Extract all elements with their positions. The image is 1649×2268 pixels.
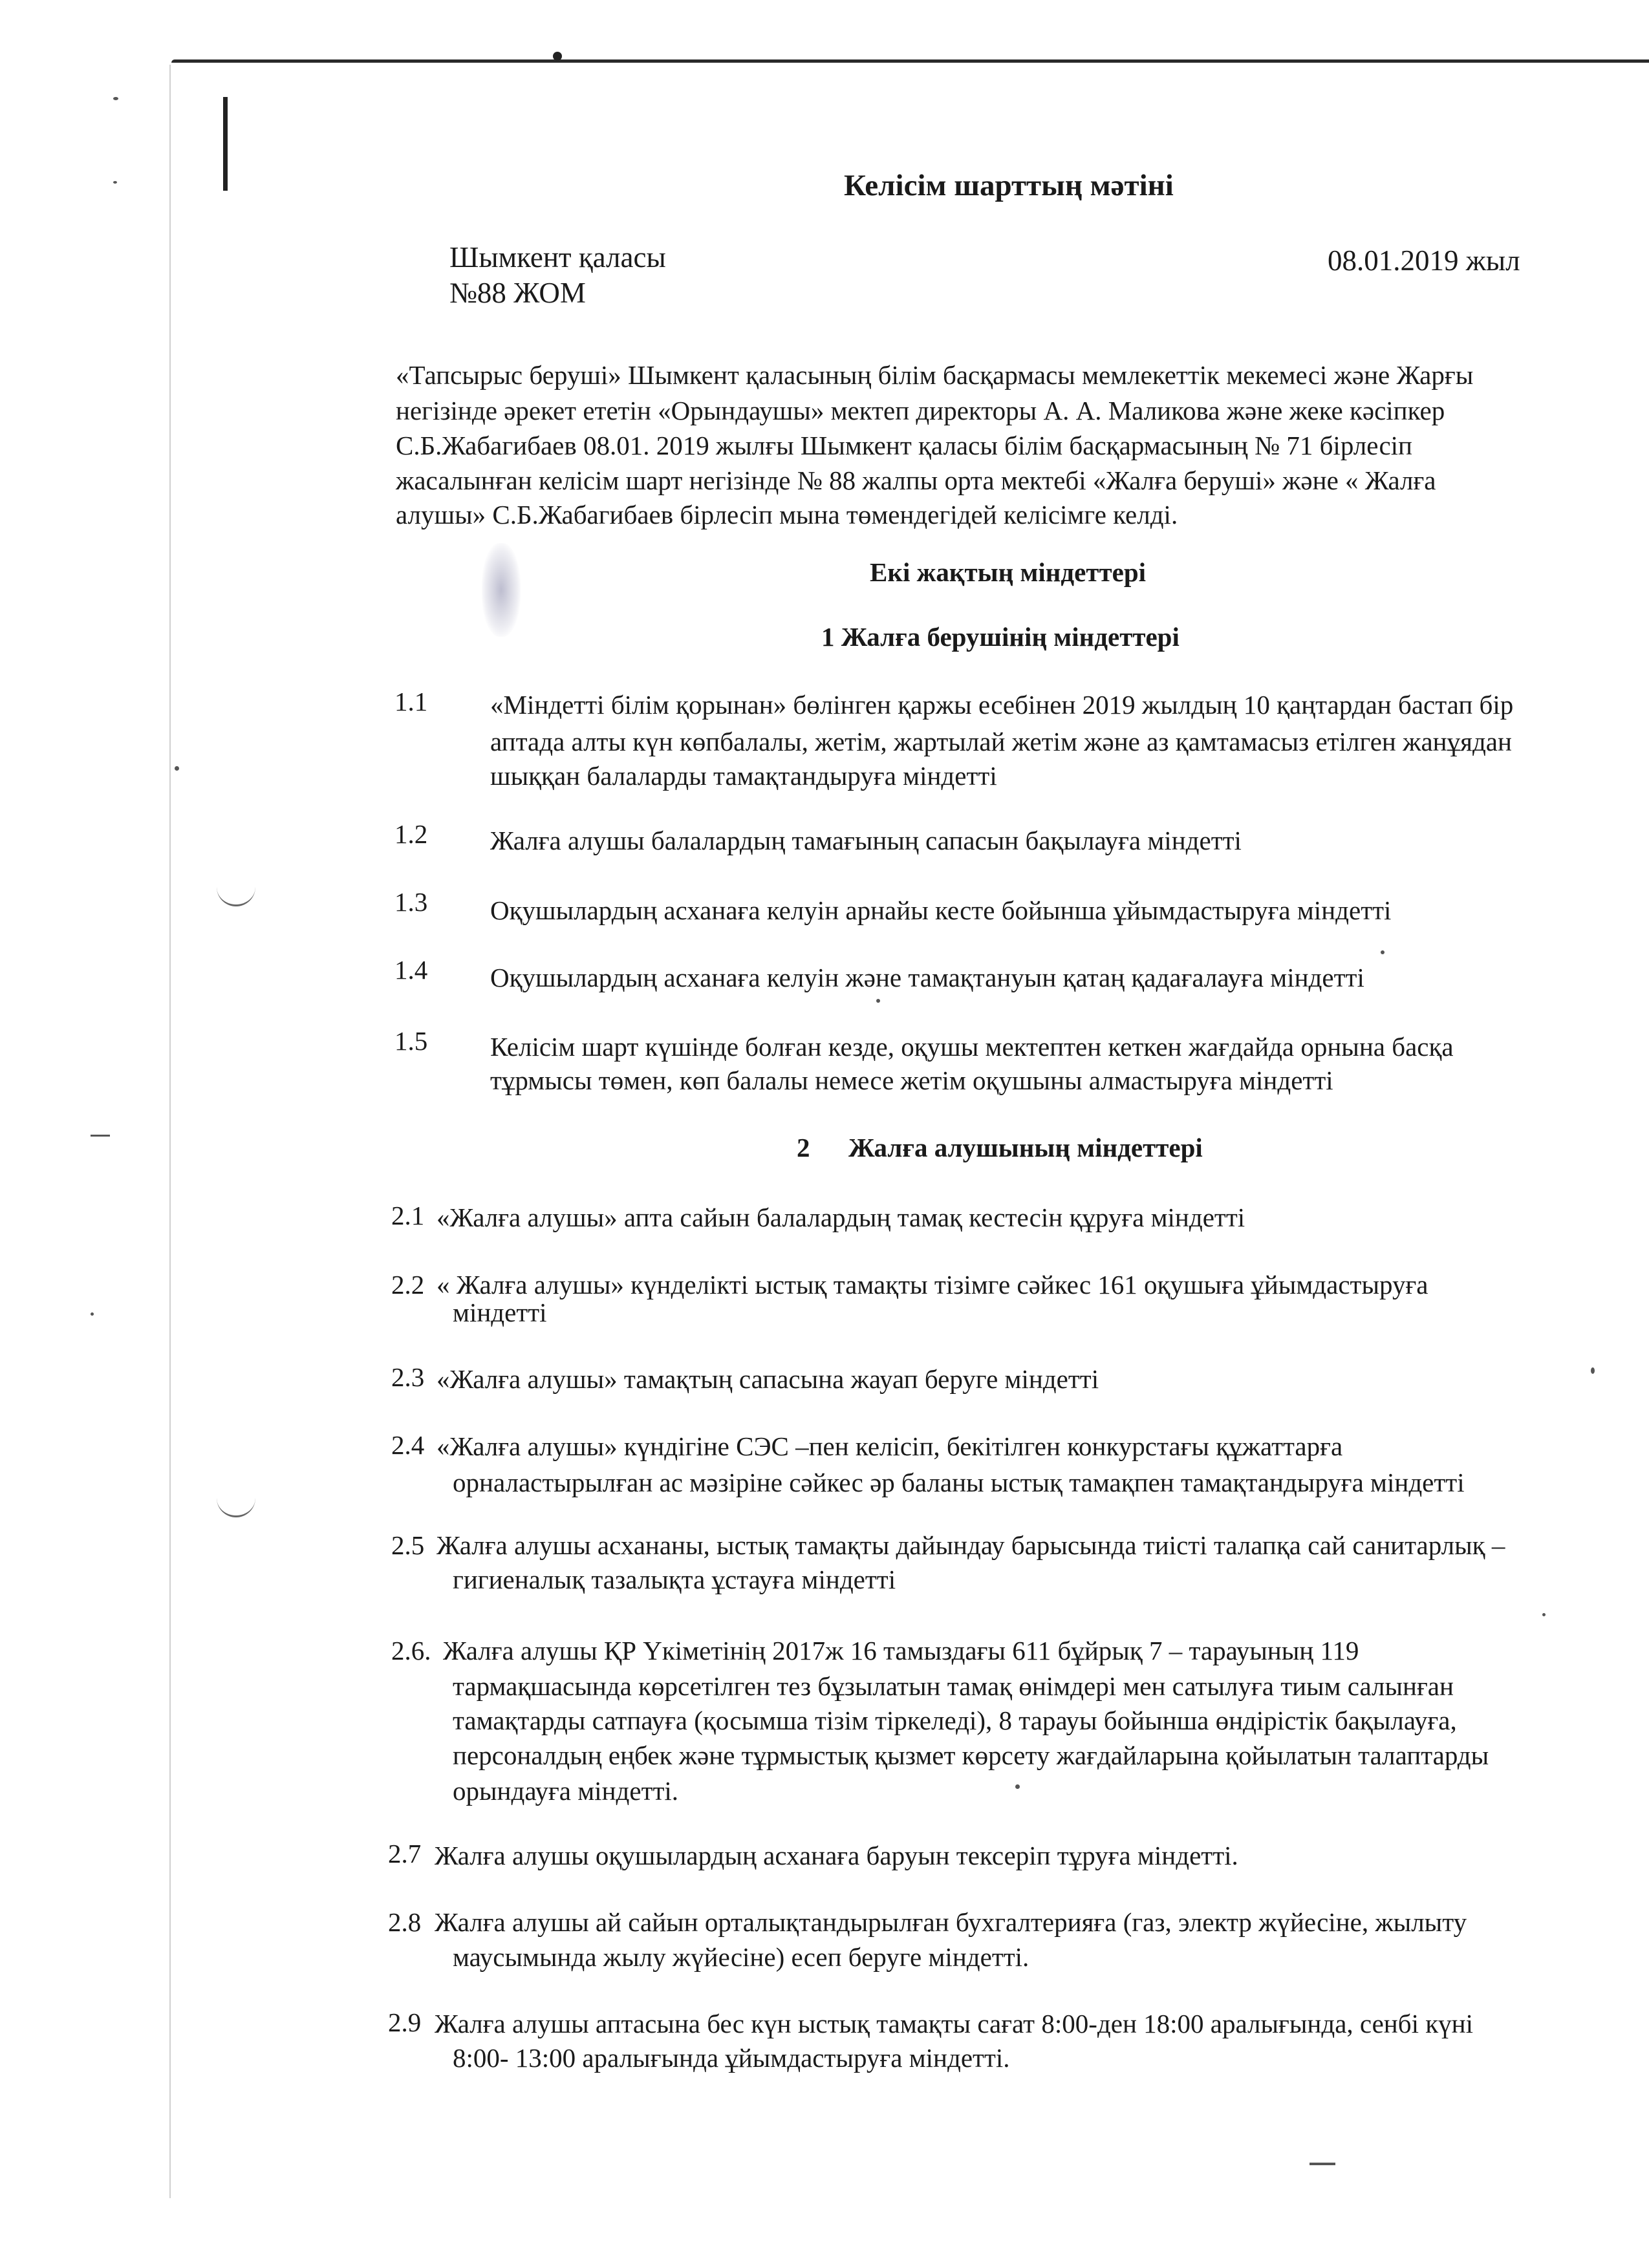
item-text: Жалға алушы оқушылардың асханаға баруын тексеріп тұруға міндетті. [435,1841,1238,1870]
header-school: №88 ЖОМ [449,277,586,309]
item-number: 1.5 [394,1026,428,1056]
item-text: маусымында жылу жүйесіне) есеп беруге міндетті. [453,1942,1029,1972]
scan-speck [175,766,179,771]
item-number: 2.4 [391,1430,425,1460]
item-text: «Міндетті білім қорынан» бөлінген қаржы есебінен 2019 жылдың 10 қаңтардан бастап бір [490,690,1514,720]
scan-speck [1591,1367,1595,1374]
scan-speck [1542,1613,1546,1616]
item-text: міндетті [453,1298,547,1327]
scan-speck [1310,2163,1335,2165]
item-number: 2.8 [388,1907,422,1937]
scan-mark [217,1493,255,1517]
scan-edge [169,65,171,2198]
scan-speck [553,52,562,61]
item-text: Жалға алушы ҚР Үкіметінің 2017ж 16 тамыздағы 611 бұйрық 7 – тарауының 119 [443,1636,1359,1665]
item-text: Жалға алушы асхананы, ыстық тамақты дайындау барысында тиісті талапқа сай санитарлық – [436,1530,1505,1560]
scan-speck [1381,950,1385,954]
item-text: Келісім шарт күшінде болған кезде, оқушы мектептен кеткен жағдайда орнына басқа [490,1032,1454,1062]
item-number: 2.7 [388,1839,422,1868]
intro-line: «Тапсырыс беруші» Шымкент қаласының білім басқармасы мемлекеттік мекемесі және Жарғы [396,360,1474,390]
item-number: 2.2 [391,1270,425,1300]
item-number: 2.5 [391,1530,425,1560]
item-text: шыққан балаларды тамақтандыруға міндетті [490,761,997,791]
stamp-blot [482,543,521,637]
scan-speck [1015,1784,1020,1789]
item-text: 8:00- 13:00 аралығында ұйымдастыруға міндетті. [453,2043,1010,2073]
item-text: Жалға алушы ай сайын орталықтандырылған бухгалтерияға (газ, электр жүйесіне, жылыту [435,1907,1467,1937]
header-city: Шымкент қаласы [449,241,666,273]
intro-line: алушы» С.Б.Жабагибаев бірлесіп мына төмендегідей келісімге келді. [396,500,1178,530]
item-number: 1.4 [394,955,428,985]
item-text: Жалға алушы балалардың тамағының сапасын бақылауға міндетті [490,826,1242,855]
item-number: 2.9 [388,2007,422,2037]
item-number: 2.1 [391,1201,425,1230]
item-text: аптада алты күн көпбалалы, жетім, жартылай жетім және аз қамтамасыз етілген жанұядан [490,727,1512,756]
item-text: «Жалға алушы» апта сайын балалардың тамақ кестесін құруға міндетті [436,1203,1245,1232]
item-number: 2.3 [391,1362,425,1392]
item-text: персоналдың еңбек және тұрмыстық қызмет көрсету жағдайларына қойылатын талаптарды [453,1740,1489,1770]
scan-mark [217,883,255,906]
intro-line: С.Б.Жабагибаев 08.01. 2019 жылғы Шымкент қаласы білім басқармасының № 71 бірлесіп [396,431,1412,460]
item-text: орналастырылған ас мәзіріне сәйкес әр баланы ыстық тамақпен тамақтандыруға міндетті [453,1468,1465,1497]
scan-speck [876,999,880,1003]
document-title: Келісім шарттың мәтіні [844,169,1174,202]
item-text: «Жалға алушы» күндігіне СЭС –пен келісіп, бекітілген конкурстағы құжаттарға [436,1431,1343,1461]
header-date: 08.01.2019 жыл [1328,244,1520,277]
scan-edge [171,59,1649,63]
section1-heading: 1 Жалға берушінің міндеттері [821,622,1180,652]
item-text: Оқушылардың асханаға келуін арнайы кесте бойынша ұйымдастыруға міндетті [490,895,1392,925]
scan-speck [91,1135,110,1137]
scan-mark [223,97,228,191]
item-text: «Жалға алушы» тамақтың сапасына жауап беруге міндетті [436,1364,1099,1394]
section2-heading: Жалға алушының міндеттері [848,1133,1203,1162]
item-text: Жалға алушы аптасына бес күн ыстық тамақты сағат 8:00-ден 18:00 аралығында, сенбі күні [435,2009,1473,2038]
scan-speck [113,181,117,184]
item-text: тармақшасында көрсетілген тез бұзылатын тамақ өнімдері мен сатылуға тиым салынған [453,1671,1454,1701]
item-text: гигиеналық тазалықта ұстауға міндетті [453,1565,896,1594]
item-number: 1.3 [394,887,428,917]
item-text: тамақтарды сатпауға (қосымша тізім тіркеледі), 8 тарауы бойынша өндірістік бақылауға, [453,1706,1457,1735]
item-text: Оқушылардың асханаға келуін және тамақтануын қатаң қадағалауға міндетті [490,963,1364,992]
item-text: тұрмысы төмен, көп балалы немесе жетім оқушыны алмастыруға міндетті [490,1065,1333,1095]
scan-speck [113,97,118,100]
item-text: « Жалға алушы» күнделікті ыстық тамақты тізімге сәйкес 161 оқушыға ұйымдастыруға [436,1270,1428,1300]
item-number: 1.1 [394,687,428,716]
item-number: 2.6. [391,1636,431,1665]
item-text: орындауға міндетті. [453,1776,679,1806]
scan-speck [91,1312,94,1316]
section-heading-main: Екі жақтың міндеттері [870,557,1147,587]
item-number: 1.2 [394,819,428,849]
section2-heading-number: 2 [797,1133,810,1162]
intro-line: негізінде әрекет ететін «Орындаушы» мектеп директоры А. А. Маликова және жеке кәсіпкер [396,396,1445,425]
intro-line: жасалынған келісім шарт негізінде № 88 жалпы орта мектебі «Жалға беруші» және « Жалға [396,465,1436,495]
